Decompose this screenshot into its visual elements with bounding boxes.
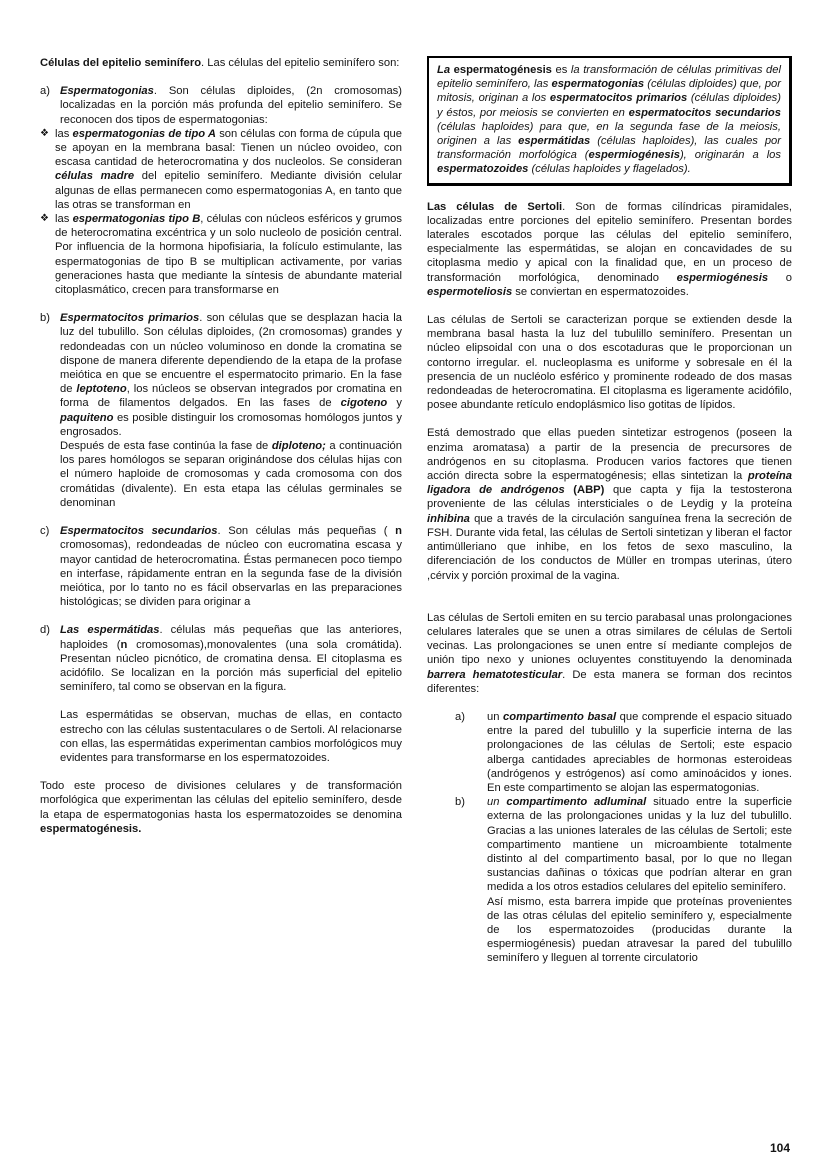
right-column — [427, 56, 792, 980]
text-segment: . De esta manera se forman dos recintos diferentes: — [427, 668, 793, 695]
list-item — [427, 795, 792, 965]
text-segment: diploteno; — [271, 440, 326, 453]
bullet-icon: ❖ — [40, 127, 49, 139]
definition-box — [427, 56, 792, 186]
list-marker: a) — [455, 710, 465, 723]
text-segment: espermatocitos primarios — [549, 92, 688, 105]
page-number: 104 — [769, 1141, 790, 1155]
text-segment: . Son de formas cilíndricas piramidales, localizadas entre porciones del epitelio seminífero. Presentan bordes laterales escotados porque las células del epitelio seminífero, especialmente las espermátidas, se alojan en concavidades de su citoplasma medio y apical con la finalidad que, en un proceso de transformación morfológica, denominado — [427, 200, 792, 284]
list-item — [40, 311, 402, 510]
text-segment: Espermatogonias — [60, 85, 154, 98]
two-column-layout — [40, 56, 792, 980]
paragraph — [60, 708, 402, 765]
text-segment: inhibina — [427, 512, 470, 525]
left-column — [40, 56, 402, 980]
text-segment: (células haploides y flagelados). — [528, 163, 691, 176]
list-marker: d) — [40, 624, 50, 637]
text-segment: . Las células del epitelio seminífero son: — [201, 57, 400, 69]
text-segment: Las células de Sertoli — [427, 200, 563, 213]
text-segment: Las espermátidas se observan, muchas de ellas, en contacto estrecho con las células sustentaculares o de Sertoli. Al relacionarse con ellas, las espermátidas experimentan cambios morfológicos muy evidentes para transformarse en los espermatozoides. — [60, 709, 402, 764]
text-segment: Espermatocitos secundarios — [60, 525, 218, 538]
text-segment: que comprende el espacio situado entre la pared del tubulillo y la superficie interna de las prolongaciones de las células de Sertoli; este espacio alberga cantidades apreciables de hormonas esteroideas (andrógenos y estrógenos) así como aminoácidos y iones. En este compartimento se alojan las espermatogonias. — [487, 710, 792, 794]
text-segment: del epitelio seminífero. Mediante división celular algunas de ellas permanecen como espermatogonias A, en tanto que las otras se transforman en — [55, 170, 402, 211]
text-segment: Todo este proceso de divisiones celulares y de transformación morfológica que experimentan las células del epitelio seminífero, desde la etapa de espermatogonias hasta los espermatozoides se denomina — [40, 780, 402, 821]
list-marker: a) — [40, 85, 50, 98]
bullet-item — [40, 212, 402, 297]
text-segment: y — [387, 397, 402, 410]
list-item — [427, 710, 792, 795]
text-segment: espermoteliosis — [427, 285, 513, 298]
list-item — [40, 84, 402, 127]
text-segment: un — [487, 796, 507, 809]
text-segment: . células más pequeñas que las anteriores, haploides ( — [60, 624, 402, 651]
text-segment: son células con forma de cúpula que se apoyan en la membrana basal: Tienen un núcleo ovoideo, con escasa cantidad de heterocromatina y dos nucleolos. Se consideran — [55, 127, 402, 169]
list-item — [40, 623, 402, 694]
text-segment: situado entre la superficie externa de las prolongaciones unidas y la luz del tubulillo. Gracias a las uniones laterales de las células de Sertoli; este compartimento mantiene un microambiente totalmente distinto al del compartimento basal, por lo que no llegan sustancias dañinas o tóxicas que podrían alterar en gran medida a los otros estadios celulares del epitelio seminífero. — [487, 796, 792, 894]
text-segment: paquiteno — [60, 411, 114, 424]
text-segment: Espermatocitos primarios — [60, 312, 200, 325]
text-segment: que a través de la circulación sanguínea frena la secreción de FSH. Durante vida fetal, las células de Sertoli sintetizan y liberan el factor antimülleriano que inhibe, en los fetos de sexo masculino, la diferenciación de los conductos de Müller en trompas uterinas, útero ,cérvix y porción proximal de la vagina. — [427, 512, 792, 582]
text-segment: espermatogénesis — [453, 64, 552, 76]
text-segment: las — [55, 127, 73, 140]
text-segment: es posible distinguir los cromosomas homólogos juntos y engrosados. — [60, 411, 402, 438]
text-segment: a continuación los pares homólogos se separan originándose dos células hijas con el número haploide de cromosomas y cada cromosoma con dos cromátidas (divalente). En esta etapa las células germinales se denominan — [60, 440, 402, 509]
paragraph — [427, 313, 792, 412]
text-segment: la transformación de células primitivas del epitelio seminífero, las — [437, 64, 781, 91]
list-item — [40, 524, 402, 609]
text-segment: (células haploides), las cuales por transformación morfológica ( — [437, 135, 781, 162]
text-segment: Las espermátidas — [60, 624, 160, 637]
text-segment: , células con núcleos esféricos y grumos de heterocromatina excéntrica y un solo nucleolo de posición central. Por influencia de la hormona hipofisiaria, la folículo estimulante, las espermatogonias de tipo B se multiplican activamente, por varias generaciones hasta que mediante la síntesis de abundante material citoplasmático, crecen para transformarse en — [55, 213, 402, 297]
text-segment: ), originarán a los — [679, 149, 781, 162]
text-segment: n — [120, 638, 128, 651]
text-segment: n — [395, 525, 402, 538]
list-marker: c) — [40, 525, 50, 538]
text-segment: Después de esta fase continúa la fase de — [60, 440, 272, 453]
text-segment: células madre — [55, 170, 135, 183]
text-segment: espermatozoides — [437, 163, 529, 176]
list-marker: b) — [40, 312, 50, 325]
text-segment: (células haploides) para que, en la segunda fase de la meiosis, originen a las — [437, 120, 781, 148]
text-segment: . Son células diploides, (2n cromosomas) localizadas en la porción más profunda del epitelio seminífero. Se reconocen dos tipos de espermatogonias: — [60, 85, 402, 126]
text-segment: . son células que se desplazan hacia la luz del tubulillo. Son células diploides, (2n cromosomas) grandes y redondeadas con un núcleo voluminoso en donde la cromatina se dispone de manera diferente dependiendo de la etapa de la profase meiótica en que se encuentre el espermatocito primario. En la fase de — [60, 312, 402, 396]
text-segment: espermatocitos secundarios — [628, 106, 781, 119]
list-marker: b) — [455, 796, 465, 809]
text-segment: La — [437, 64, 454, 76]
text-segment: espermatogénesis. — [40, 822, 142, 835]
text-segment: Las células de Sertoli se caracterizan porque se extienden desde la membrana basal hasta la luz del tubulillo seminífero. Presentan un núcleo elipsoidal con una o dos escotaduras que le proporcionan un contorno irregular. el. nucleoplasma es uniforme y sobresale en él la presencia de un nucléolo esférico y prominente rodeado de dos masas redondeadas de heterocromatina. El citoplasma es ligeramente acidófilo, posee abundante retículo endoplásmico liso gotitas de lípidos. — [427, 314, 792, 412]
text-segment: leptoteno — [76, 383, 127, 396]
text-segment: se conviertan en espermatozoides. — [512, 285, 689, 298]
text-segment: cromosomas),monovalentes (una sola cromátida). Presentan núcleo picnótico, de cromatina densa. El citoplasma es acidófilo. Se localizan en la porción más superficial del epitelio seminífero, tal como se observan en la figura. — [60, 638, 402, 694]
text-segment: espermatogonias de tipo A — [72, 127, 216, 140]
bullet-icon: ❖ — [40, 213, 49, 225]
text-segment: que capta y fija la testosterona proveniente de las células intersticiales o de Leydig y la proteína — [427, 484, 792, 511]
text-segment: espermatogonias — [551, 78, 645, 91]
text-segment: un — [487, 710, 504, 723]
text-segment: espermátidas — [518, 135, 591, 148]
paragraph — [427, 611, 792, 696]
text-segment: espermiogénesis — [588, 149, 680, 162]
text-segment: Así mismo, esta barrera impide que proteínas provenientes de las otras células del epitelio seminífero y, especialmente de los espermatozoides (producidas durante la espermiogénesis) puedan atravesar la pared del tubulillo seminífero y lleguen al torrente circulatorio — [487, 895, 792, 965]
text-segment: las — [55, 213, 73, 226]
text-segment: . Son células más pequeñas ( — [217, 525, 396, 538]
text-segment: proteína ligadora de andrógenos — [427, 470, 792, 497]
text-segment: es — [551, 64, 571, 76]
text-segment: (células diploides) que, por mitosis, originan a los — [437, 78, 781, 105]
text-segment: (ABP) — [564, 484, 605, 497]
bullet-item — [40, 127, 402, 212]
text-segment: barrera hematotesticular — [427, 668, 563, 681]
paragraph — [40, 56, 402, 70]
text-segment: cigoteno — [340, 397, 388, 410]
text-segment: cromosomas), redondeadas de núcleo con eucromatina escasa y mayor cantidad de heterocromatina. Éstas permanecen poco tiempo en interfase, rápidamente entran en la segunda fase de la división meiótica, por lo tanto no es fácil observarlas en las preparaciones histológicas; se dividen para originar a — [60, 539, 402, 609]
text-segment: compartimento adluminal — [506, 796, 647, 809]
text-segment: Está demostrado que ellas pueden sintetizar estrogenos (poseen la enzima aromatasa) a partir de la presencia de precursores de andrógenos en su citoplasma. Producen varios factores que tienen acción directa sobre la espermatogénesis; ellas sintetizan la — [427, 427, 792, 483]
text-segment: espermatogonias tipo B — [72, 213, 201, 226]
text-segment: Células del epitelio seminífero — [40, 57, 202, 69]
paragraph — [427, 426, 792, 582]
paragraph — [40, 779, 402, 836]
text-segment: o — [768, 271, 792, 284]
text-segment: Las células de Sertoli emiten en su tercio parabasal unas prolongaciones celulares laterales que se unen a otras similares de células de Sertoli vecinas. Las prolongaciones se unen entre sí mediante complejos de unión tipo nexo y uniones ocluyentes constituyendo la denominada — [427, 611, 792, 667]
paragraph — [427, 200, 792, 299]
text-segment: espermiogénesis — [676, 271, 769, 284]
text-segment: , los núcleos se observan integrados por cromatina en forma de filamentos delgados. En las fases de — [60, 383, 402, 410]
text-segment: (células diploides) y éstos, por meiosis se convierten en — [437, 92, 781, 119]
text-segment: compartimento basal — [503, 710, 617, 723]
